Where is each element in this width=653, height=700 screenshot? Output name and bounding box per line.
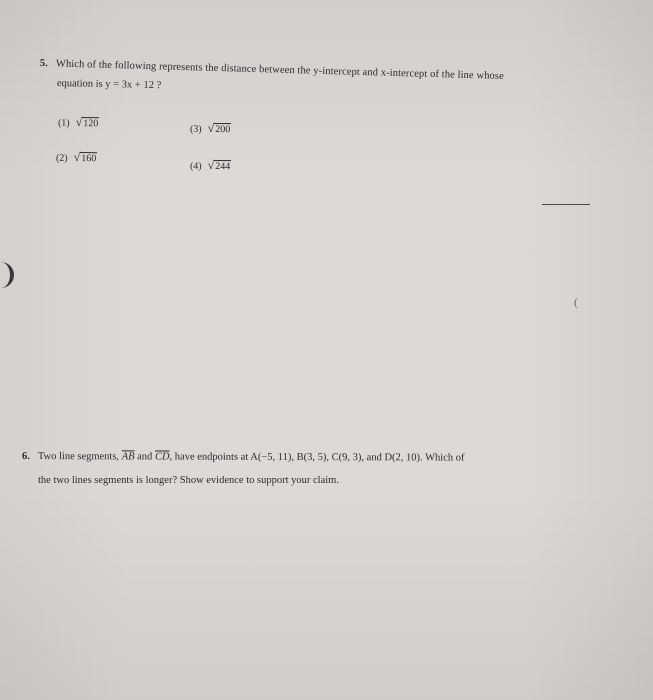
question-5-text: Which of the following represents the distance between the y-intercept and x-intercept of the line whose <box>55 58 504 82</box>
choice-label: (1) <box>57 117 70 129</box>
edge-bracket-mark <box>0 262 14 288</box>
sqrt-expression <box>208 122 232 135</box>
choice-4 <box>190 159 231 172</box>
stray-pencil-mark: ( <box>574 295 578 309</box>
radicand: 160 <box>81 153 97 165</box>
choice-label: (2) <box>55 152 68 164</box>
choice-label: (4) <box>189 160 202 172</box>
sqrt-expression <box>74 151 98 164</box>
sqrt-expression <box>76 116 100 129</box>
question-6-prompt-line-2: the two lines segments is longer? Show evidence to support your claim. <box>38 475 339 486</box>
radicand: 200 <box>215 124 231 136</box>
radical-sign-icon: √ <box>73 149 81 165</box>
question-6-text-c: , have endpoints at A(−5, 11), B(3, 5), C(9, 3), and D(2, 10). Which of <box>169 451 465 464</box>
question-5-number: 5. <box>39 58 49 70</box>
question-6-number: 6. <box>21 451 30 463</box>
choice-2 <box>56 151 97 165</box>
question-6-text-a: Two line segments, <box>37 451 120 463</box>
question-6-prompt-line-1 <box>22 451 465 464</box>
radical-sign-icon: √ <box>75 114 83 130</box>
segment-ab-label: $\overline{AB}$ <box>121 451 135 463</box>
radical-sign-icon: √ <box>207 157 215 173</box>
question-6-text-b: and <box>137 451 153 463</box>
answer-blank-line <box>542 204 590 205</box>
choice-3 <box>190 122 231 135</box>
radicand: 120 <box>83 118 99 130</box>
choice-1 <box>58 116 99 130</box>
segment-cd-label: $\overline{CD}$ <box>154 451 170 463</box>
radicand: 244 <box>215 161 231 173</box>
choice-label: (3) <box>189 123 202 135</box>
question-5-prompt-line-2: equation is y = 3x + 12 ? <box>56 78 162 92</box>
radical-sign-icon: √ <box>207 120 215 136</box>
sqrt-expression <box>208 159 232 172</box>
